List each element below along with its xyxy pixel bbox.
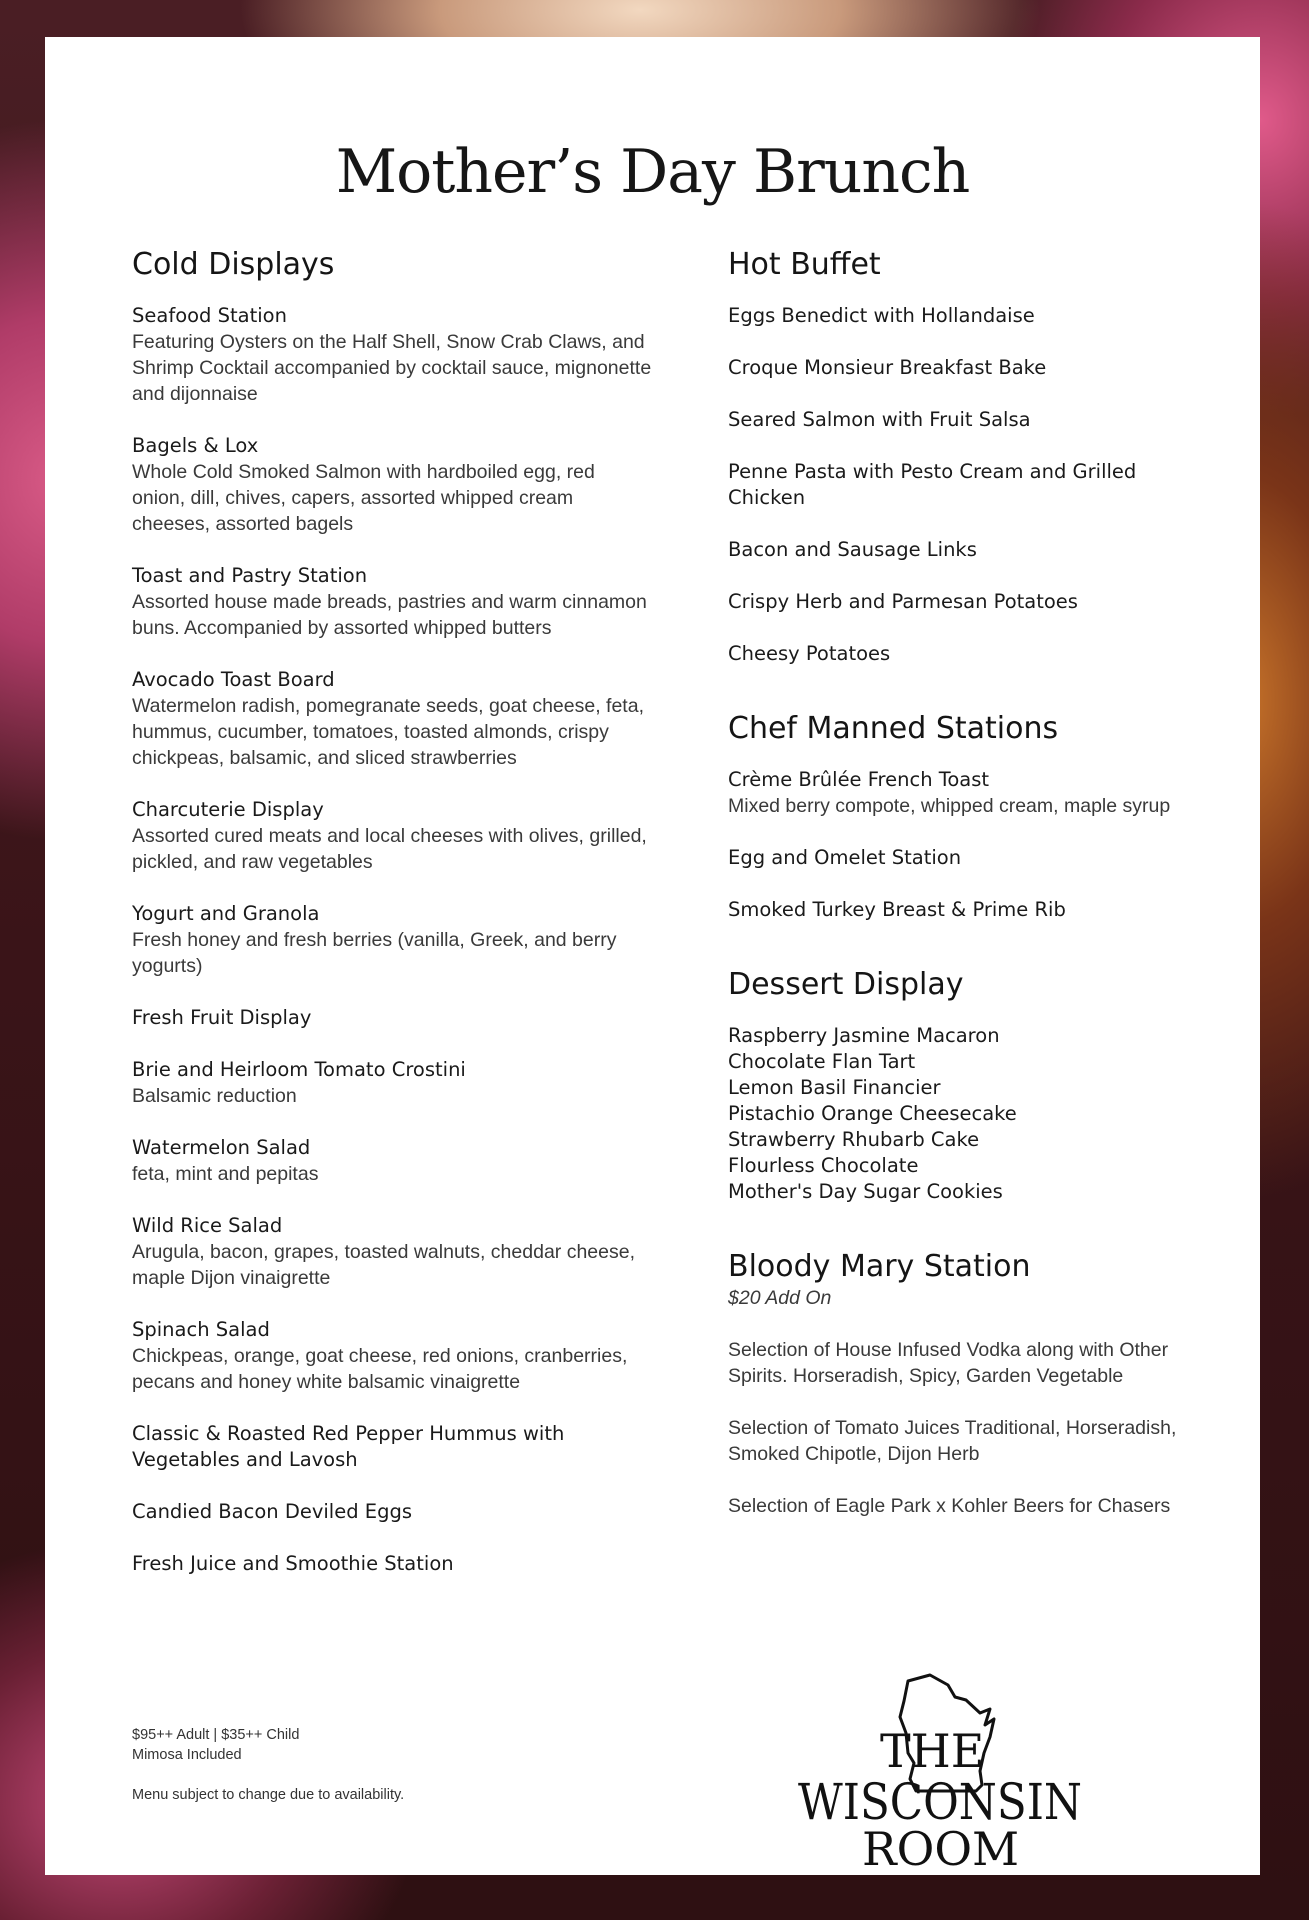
item-name: Crispy Herb and Parmesan Potatoes bbox=[728, 590, 1078, 613]
item-name: Seared Salmon with Fruit Salsa bbox=[728, 408, 1031, 431]
page-title: Mother’s Day Brunch bbox=[335, 137, 970, 207]
menu-item bbox=[132, 433, 652, 537]
logo-line-room: ROOM bbox=[862, 1822, 1020, 1876]
menu-item bbox=[132, 1057, 652, 1109]
menu-item bbox=[728, 407, 1188, 433]
item-name: Croque Monsieur Breakfast Bake bbox=[728, 356, 1047, 379]
right-column bbox=[728, 247, 1188, 1563]
mimosa-text: Mimosa Included bbox=[132, 1747, 242, 1763]
menu-item bbox=[728, 897, 1188, 923]
menu-item bbox=[132, 1421, 652, 1473]
item-description: Arugula, bacon, grapes, toasted walnuts, cheddar cheese, maple Dijon vinaigrette bbox=[132, 1241, 635, 1289]
dessert-section bbox=[728, 967, 1188, 1205]
dessert-item: Strawberry Rhubarb Cake bbox=[728, 1128, 980, 1151]
menu-item bbox=[728, 303, 1188, 329]
item-description: Selection of House Infused Vodka along with Other Spirits. Horseradish, Spicy, Garden Vegetable bbox=[728, 1339, 1169, 1387]
menu-item bbox=[728, 845, 1188, 871]
price-text: $95++ Adult | $35++ Child bbox=[132, 1727, 300, 1743]
item-description: Selection of Tomato Juices Traditional, Horseradish, Smoked Chipotle, Dijon Herb bbox=[728, 1417, 1177, 1465]
menu-item bbox=[132, 1213, 652, 1291]
item-description: feta, mint and pepitas bbox=[132, 1163, 319, 1185]
item-name: Cheesy Potatoes bbox=[728, 642, 891, 665]
dessert-item: Chocolate Flan Tart bbox=[728, 1050, 916, 1073]
menu-item bbox=[132, 563, 652, 641]
item-name: Bagels & Lox bbox=[132, 434, 259, 457]
menu-item bbox=[132, 797, 652, 875]
item-name: Egg and Omelet Station bbox=[728, 846, 962, 869]
dessert-item: Lemon Basil Financier bbox=[728, 1076, 941, 1099]
chef-stations-section bbox=[728, 711, 1188, 923]
add-on-price: $20 Add On bbox=[728, 1287, 832, 1309]
menu-item bbox=[132, 901, 652, 979]
bloody-mary-section bbox=[728, 1249, 1188, 1519]
item-name: Charcuterie Display bbox=[132, 798, 324, 821]
item-description: Featuring Oysters on the Half Shell, Snow Crab Claws, and Shrimp Cocktail accompanied by cocktail sauce, mignonette and dijonnaise bbox=[132, 331, 652, 405]
menu-item bbox=[132, 1005, 652, 1031]
item-description: Mixed berry compote, whipped cream, maple syrup bbox=[728, 795, 1171, 817]
menu-item bbox=[728, 459, 1188, 511]
dessert-item: Flourless Chocolate bbox=[728, 1154, 919, 1177]
menu-item bbox=[728, 589, 1188, 615]
logo-line-the: THE bbox=[880, 1724, 985, 1778]
item-name: Wild Rice Salad bbox=[132, 1214, 283, 1237]
item-name: Brie and Heirloom Tomato Crostini bbox=[132, 1058, 466, 1081]
menu-item bbox=[132, 1551, 652, 1577]
menu-item bbox=[728, 537, 1188, 563]
menu-item bbox=[132, 667, 652, 771]
item-description: Selection of Eagle Park x Kohler Beers for Chasers bbox=[728, 1495, 1171, 1517]
item-name: Watermelon Salad bbox=[132, 1136, 311, 1159]
menu-item bbox=[132, 1499, 652, 1525]
menu-item bbox=[132, 1317, 652, 1395]
item-name: Yogurt and Granola bbox=[132, 902, 320, 925]
item-name: Eggs Benedict with Hollandaise bbox=[728, 304, 1035, 327]
left-column bbox=[132, 247, 652, 1603]
item-name: Classic & Roasted Red Pepper Hummus with Vegetables and Lavosh bbox=[132, 1422, 565, 1471]
section-heading-bloody-mary: Bloody Mary Station bbox=[728, 1249, 1031, 1284]
disclaimer-text: Menu subject to change due to availability. bbox=[132, 1787, 405, 1803]
hot-buffet-section bbox=[728, 247, 1188, 667]
item-name: Bacon and Sausage Links bbox=[728, 538, 977, 561]
item-description: Whole Cold Smoked Salmon with hardboiled egg, red onion, dill, chives, capers, assorted whipped cream cheeses, assorted bagels bbox=[132, 461, 595, 535]
item-name: Fresh Fruit Display bbox=[132, 1006, 312, 1029]
item-description: Chickpeas, orange, goat cheese, red onions, cranberries, pecans and honey white balsamic vinaigrette bbox=[132, 1345, 628, 1393]
section-heading-chef-stations: Chef Manned Stations bbox=[728, 711, 1059, 746]
item-name: Crème Brûlée French Toast bbox=[728, 768, 990, 791]
item-name: Seafood Station bbox=[132, 304, 287, 327]
item-name: Penne Pasta with Pesto Cream and Grilled Chicken bbox=[728, 460, 1137, 509]
pricing-footer bbox=[132, 1725, 404, 1805]
menu-item bbox=[728, 1493, 1188, 1519]
section-heading-cold-displays: Cold Displays bbox=[132, 247, 335, 282]
menu-item bbox=[728, 355, 1188, 381]
menu-item bbox=[728, 1415, 1188, 1467]
item-description: Balsamic reduction bbox=[132, 1085, 297, 1107]
item-name: Smoked Turkey Breast & Prime Rib bbox=[728, 898, 1066, 921]
dessert-item: Mother's Day Sugar Cookies bbox=[728, 1180, 1003, 1203]
menu-item bbox=[132, 303, 652, 407]
logo-line-wisconsin: WISCONSIN bbox=[798, 1773, 1082, 1831]
item-name: Avocado Toast Board bbox=[132, 668, 335, 691]
menu-item bbox=[728, 641, 1188, 667]
menu-item bbox=[728, 767, 1188, 819]
menu-item bbox=[132, 1135, 652, 1187]
item-description: Assorted cured meats and local cheeses with olives, grilled, pickled, and raw vegetables bbox=[132, 825, 647, 873]
menu-card bbox=[45, 37, 1260, 1875]
wisconsin-room-logo bbox=[780, 1667, 1100, 1877]
item-name: Candied Bacon Deviled Eggs bbox=[132, 1500, 413, 1523]
dessert-item: Pistachio Orange Cheesecake bbox=[728, 1102, 1017, 1125]
item-name: Fresh Juice and Smoothie Station bbox=[132, 1552, 454, 1575]
menu-item bbox=[728, 1337, 1188, 1389]
dessert-item: Raspberry Jasmine Macaron bbox=[728, 1024, 1000, 1047]
section-heading-dessert: Dessert Display bbox=[728, 967, 964, 1002]
item-description: Fresh honey and fresh berries (vanilla, Greek, and berry yogurts) bbox=[132, 929, 617, 977]
item-name: Spinach Salad bbox=[132, 1318, 270, 1341]
item-name: Toast and Pastry Station bbox=[132, 564, 368, 587]
section-heading-hot-buffet: Hot Buffet bbox=[728, 247, 881, 282]
item-description: Assorted house made breads, pastries and warm cinnamon buns. Accompanied by assorted whipped butters bbox=[132, 591, 647, 639]
item-description: Watermelon radish, pomegranate seeds, goat cheese, feta, hummus, cucumber, tomatoes, toasted almonds, crispy chickpeas, balsamic, and sliced strawberries bbox=[132, 695, 644, 769]
